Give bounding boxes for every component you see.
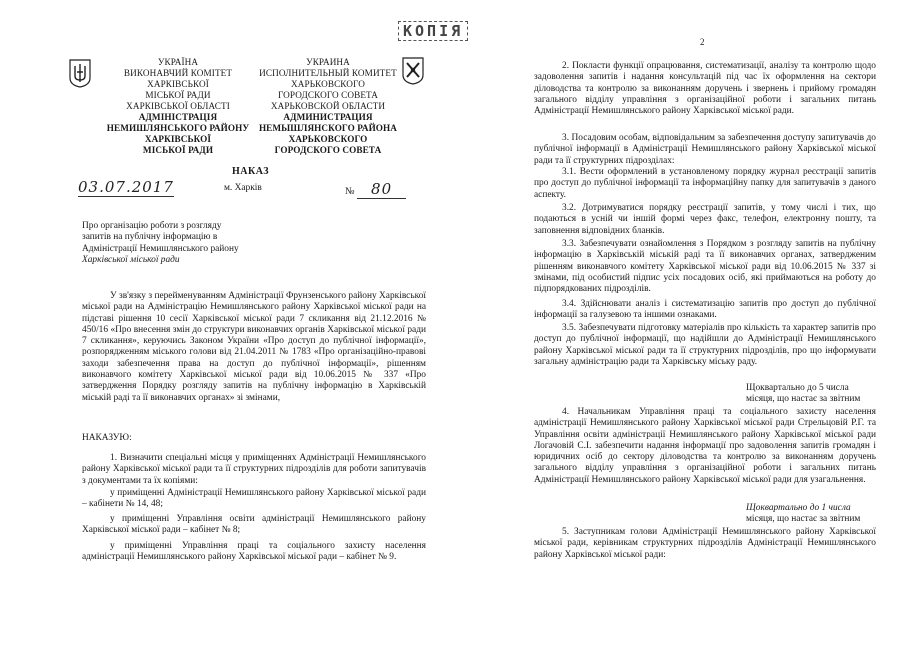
header-line: ХАРКІВСЬКОЇ bbox=[144, 134, 212, 144]
item-1: 1. Визначити спеціальні місця у приміщеннях Адміністрації Немишлянського району Харківської міської ради та її структурних підрозділів для роботи запитувачів з документами та їх копіями: bbox=[82, 453, 426, 486]
header-line: УКРАИНА bbox=[306, 57, 350, 67]
copy-stamp bbox=[398, 22, 468, 41]
date-value: 03.07.2017 bbox=[78, 178, 174, 196]
stamp-text: КОПІЯ bbox=[398, 21, 468, 41]
deadline-line: місяця, що настає за звітним bbox=[746, 394, 861, 405]
header-line: НЕМЫШЛЯНСКОГО РАЙОНА bbox=[258, 123, 398, 133]
item-1-c: у приміщенні Управління праці та соціального захисту населення адміністрації Немишлянського району Харківської міської ради – кабінет № 9. bbox=[82, 541, 426, 563]
header-line: МІСЬКОЇ РАДИ bbox=[145, 90, 211, 100]
header-line: МІСЬКОЇ РАДИ bbox=[142, 145, 214, 155]
item-1-b: у приміщенні Управління освіти адміністрації Немишлянського району Харківської міської ради – кабінет № 8; bbox=[82, 514, 426, 536]
city-coat-of-arms-icon bbox=[402, 57, 424, 85]
item-3: 3. Посадовим особам, відповідальним за забезпечення доступу запитувачів до публічної інформації в Адміністрації Немишлянського району Харківської міської ради та її структурних підрозділах: bbox=[534, 133, 876, 166]
item-1-a: у приміщенні Адміністрації Немишлянського району Харківської міської ради – кабінети № 14, 48; bbox=[82, 488, 426, 510]
item-3-1: 3.1. Вести оформлений в установленому порядку журнал реєстрації запитів про доступ до публічної інформації та інформаційну папку для запитувачів з даного аспекту. bbox=[534, 167, 876, 200]
deadline-2 bbox=[746, 503, 860, 526]
item-3-3: 3.3. Забезпечувати ознайомлення з Порядком з розгляду запитів на публічну інформацію в Харківській міській раді та її виконавчих органах, затвердженим рішенням виконавчого комітету Харківської міської ради від 10.06.2015 № 337 зі змінами, під особистий підпис усіх посадових осіб, які приймаються на роботу до підпорядкованих підрозділів. bbox=[534, 239, 876, 295]
item-4: 4. Начальникам Управління праці та соціального захисту населення адміністрації Немишлянського району Харківської міської ради Стрельцовій Р.Г. та Управління освіти адміністрації Немишлянського району Харківської міської ради Логачовій С.І. забезпечити надання інформації про задоволення запитів громадян і юридичних осіб до сектору діловодства та контролю за виконанням доручень загального відділу управління з організаційної роботи і загальних питань Адміністрації Немишлянського району Харківської міської ради для узагальнення. bbox=[534, 407, 876, 485]
deadline-1 bbox=[746, 383, 860, 406]
header-ukrainian bbox=[98, 57, 258, 156]
page-number: 2 bbox=[700, 37, 705, 47]
header-line: АДМИНИСТРАЦИЯ bbox=[283, 112, 373, 122]
item-2: 2. Покласти функції опрацювання, систематизації, аналізу та контролю щодо задоволення запитів і надання консультацій під час їх оформлення на сектори діловодства та контролю за виконанням доручень і звернень і прийому громадян загального відділу управління з організаційної роботи і загальних питань Адміністрації Немишлянського району Харківської міської ради. bbox=[534, 61, 876, 117]
subject bbox=[82, 221, 302, 266]
header-line: ВИКОНАВЧИЙ КОМІТЕТ bbox=[123, 68, 233, 78]
subject-line: Адміністрації Немишлянського району bbox=[82, 243, 239, 254]
header-line: ГОРОДСКОГО СОВЕТА bbox=[274, 145, 382, 155]
number-label: № bbox=[345, 186, 355, 197]
number-value: 80 bbox=[357, 180, 406, 199]
subject-line: запитів на публічну інформацію в bbox=[82, 232, 218, 243]
item-5: 5. Заступникам голови Адміністрації Немишлянського району Харківської міської ради, керівникам структурних підрозділів Адміністрації Немишлянського району Харківської міської ради: bbox=[534, 527, 876, 560]
header-line: ХАРКІВСЬКОЇ bbox=[147, 79, 209, 89]
item-3-2: 3.2. Дотримуватися порядку реєстрації запитів, у тому числі і тих, що подаються в усній чи іншій формі через факс, телефон, електронну пошту, та заповнення відповідних бланків. bbox=[534, 203, 876, 236]
deadline-line: Щоквартально до 1 числа bbox=[746, 503, 851, 513]
trident-emblem-icon bbox=[68, 58, 92, 88]
nakazuyu: НАКАЗУЮ: bbox=[82, 433, 132, 443]
deadline-line: Щоквартально до 5 числа bbox=[746, 383, 849, 393]
header-line: ХАРЬКОВСКОЙ ОБЛАСТИ bbox=[270, 101, 386, 111]
city: м. Харків bbox=[224, 183, 262, 193]
header-line: УКРАЇНА bbox=[157, 57, 199, 67]
subject-line: Про організацію роботи з розгляду bbox=[82, 221, 222, 231]
doc-type: НАКАЗ bbox=[232, 166, 270, 177]
header-line: ХАРЬКОВСКОГО bbox=[288, 134, 368, 144]
order-number bbox=[345, 180, 406, 199]
preamble: У зв'язку з перейменуванням Адміністрації Фрунзенського району Харківської міської ради на Адміністрацію Немишлянського району Харківської міської ради на підставі рішення 10 сесії Харківської міської ради 7 скликання від 21.12.2016 № 450/16 «Про внесення змін до структури виконавчих органів Харківської міської ради 7 скликання», керуючись Законом України «Про доступ до публічної інформації», розпорядженням міського голови від 21.04.2011 № 1783 «Про організаційно-правові заходи забезпечення права на доступ до публічної інформації», рішенням виконавчого комітету Харківської міської ради від 10.06.2015 № 337 «Про затвердження Порядку розгляду запитів на публічну інформацію в Харківській міській раді та її виконавчих органах» зі змінами, bbox=[82, 291, 426, 403]
deadline-line: місяця, що настає за звітним bbox=[746, 514, 861, 525]
header-line: АДМІНІСТРАЦІЯ bbox=[138, 112, 218, 122]
item-3-5: 3.5. Забезпечувати підготовку матеріалів про кількість та характер запитів про доступ до публічної інформації, що надійшли до Адміністрації Немишлянського району Харківської міської ради та її структурних підрозділів, про що інформувати загальну адміністрацію ради та Харківську міську раду. bbox=[534, 323, 876, 367]
header-line: ХАРЬКОВСКОГО bbox=[291, 79, 365, 89]
header-line: ГОРОДСКОГО СОВЕТА bbox=[277, 90, 379, 100]
header-line: ИСПОЛНИТЕЛЬНЫЙ КОМИТЕТ bbox=[259, 68, 397, 78]
header-line: ХАРКІВСЬКОЇ ОБЛАСТІ bbox=[126, 101, 230, 111]
header-line: НЕМИШЛЯНСЬКОГО РАЙОНУ bbox=[106, 123, 250, 133]
header-russian bbox=[252, 57, 404, 156]
handwritten-date bbox=[78, 178, 174, 197]
item-3-4: 3.4. Здійснювати аналіз і систематизацію запитів про доступ до публічної інформації за галузевою та іншими ознаками. bbox=[534, 299, 876, 321]
subject-line: Харківської міської ради bbox=[82, 254, 180, 265]
